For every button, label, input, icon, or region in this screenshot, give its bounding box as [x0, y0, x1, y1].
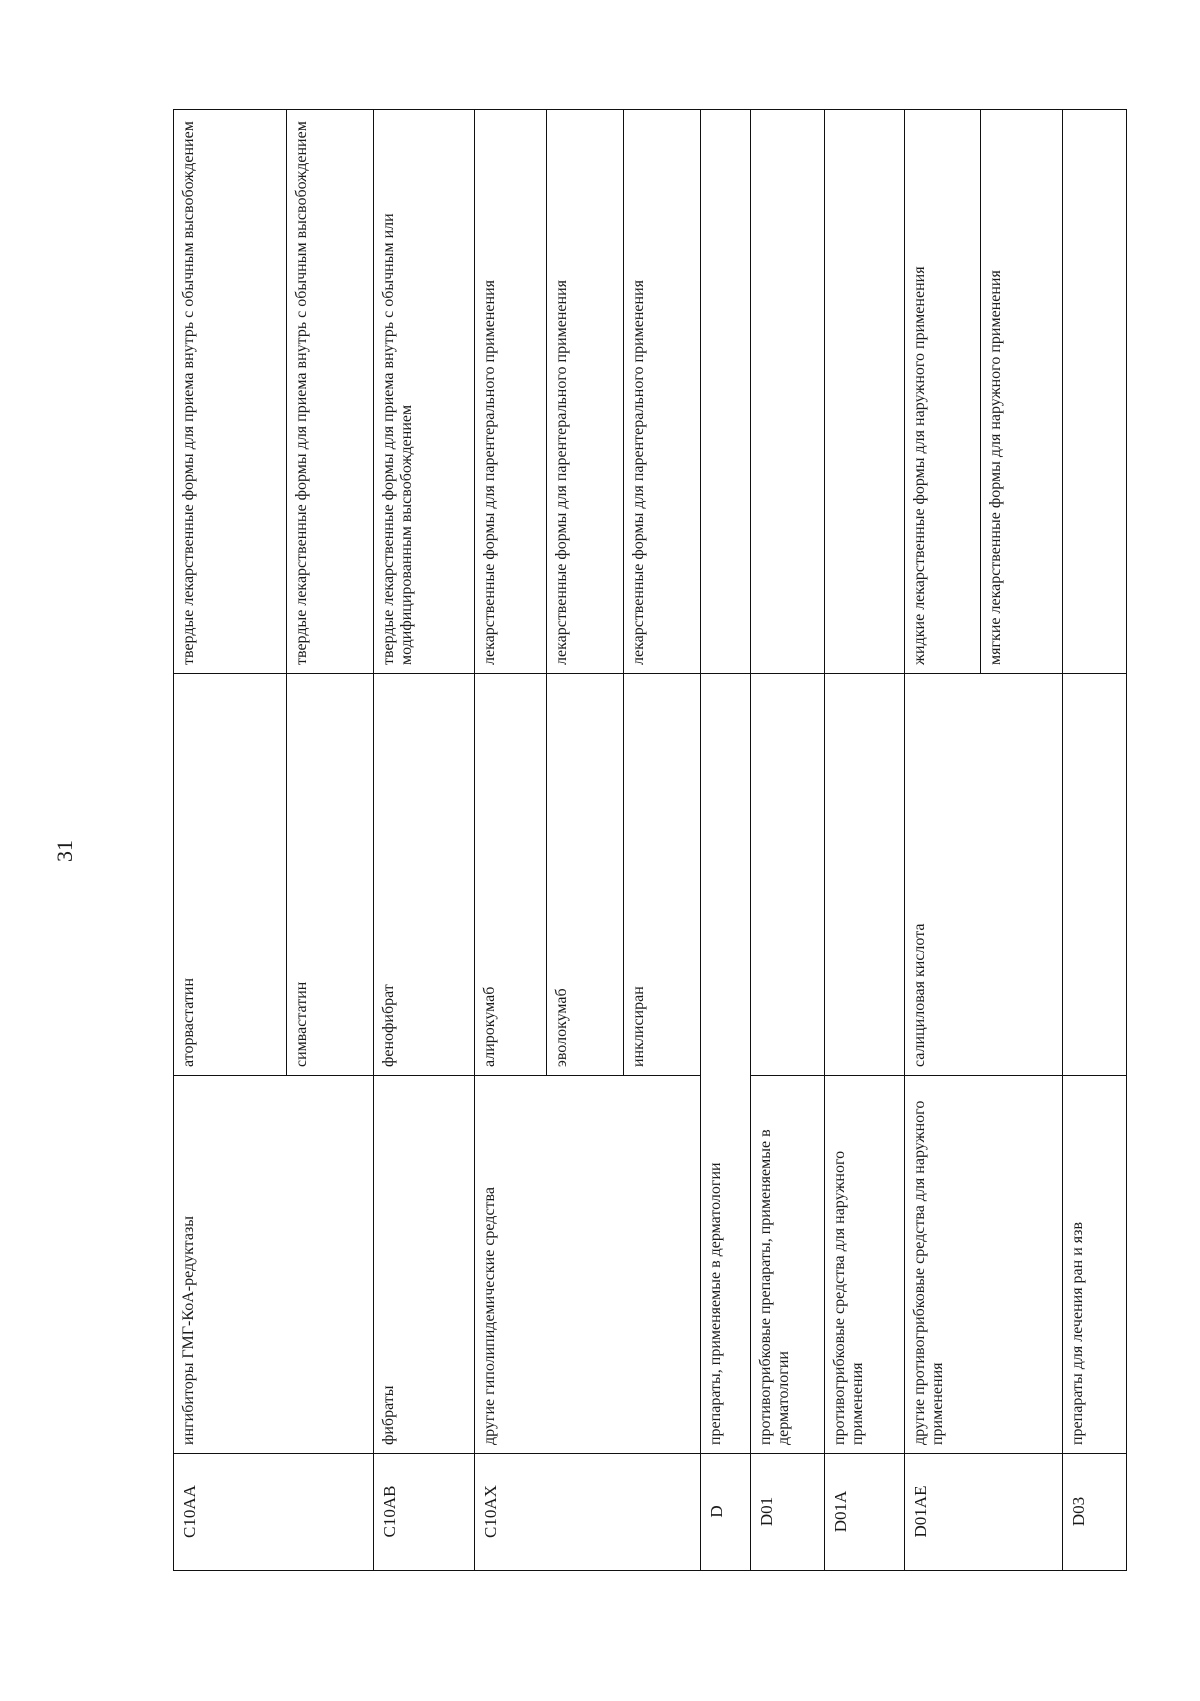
dosage-form-cell: мягкие лекарственные формы для наружного применения	[981, 110, 1063, 674]
table-row	[700, 110, 750, 1571]
dosage-form-cell	[700, 110, 750, 674]
atc-code-cell: D	[700, 1454, 750, 1571]
atc-code-cell: D03	[1063, 1454, 1127, 1571]
table-row	[373, 110, 474, 1571]
dosage-form-cell: твердые лекарственные формы для приема внутрь с обычным высвобождением	[174, 110, 287, 674]
table-row	[750, 110, 824, 1571]
dosage-form-cell	[825, 110, 905, 674]
group-cell: препараты, применяемые в дерматологии	[700, 674, 750, 1454]
drug-name-cell: фенофибрат	[373, 674, 474, 1076]
dosage-form-cell: жидкие лекарственные формы для наружного применения	[904, 110, 980, 674]
atc-code-cell: C10AX	[474, 1454, 700, 1571]
dosage-form-cell: лекарственные формы для парентерального применения	[546, 110, 624, 674]
table-row	[174, 110, 287, 1571]
table-row	[904, 110, 980, 1571]
page-number: 31	[52, 840, 77, 862]
group-cell: другие противогрибковые средства для наружного применения	[904, 1076, 1062, 1454]
drug-name-cell: аторвастатин	[174, 674, 287, 1076]
drug-name-cell: алирокумаб	[474, 674, 546, 1076]
atc-code-cell: D01AE	[904, 1454, 1062, 1571]
group-cell: фибраты	[373, 1076, 474, 1454]
group-cell: противогрибковые средства для наружного применения	[825, 1076, 905, 1454]
drug-name-cell: салициловая кислота	[904, 674, 1062, 1076]
table-row	[1063, 110, 1127, 1571]
dosage-form-cell: твердые лекарственные формы для приема внутрь с обычным высвобождением	[286, 110, 373, 674]
group-cell: другие гиполипидемические средства	[474, 1076, 700, 1454]
drug-list-table	[173, 109, 1127, 1571]
atc-code-cell: D01A	[825, 1454, 905, 1571]
drug-name-cell	[750, 674, 824, 1076]
atc-code-cell: D01	[750, 1454, 824, 1571]
atc-code-cell: C10AB	[373, 1454, 474, 1571]
dosage-form-cell: твердые лекарственные формы для приема внутрь с обычным или модифицированным высвобождением	[373, 110, 474, 674]
group-cell: ингибиторы ГМГ-КоА-редуктазы	[174, 1076, 374, 1454]
group-cell: препараты для лечения ран и язв	[1063, 1076, 1127, 1454]
dosage-form-cell	[750, 110, 824, 674]
table-row	[474, 110, 546, 1571]
table-row	[825, 110, 905, 1571]
drug-name-cell	[825, 674, 905, 1076]
atc-code-cell: C10AA	[174, 1454, 374, 1571]
dosage-form-cell: лекарственные формы для парентерального применения	[474, 110, 546, 674]
drug-name-cell	[1063, 674, 1127, 1076]
drug-name-cell: эволокумаб	[546, 674, 624, 1076]
drug-name-cell: инклисиран	[624, 674, 700, 1076]
dosage-form-cell: лекарственные формы для парентерального применения	[624, 110, 700, 674]
drug-list-table-wrapper	[173, 110, 1127, 1571]
group-cell: противогрибковые препараты, применяемые в дерматологии	[750, 1076, 824, 1454]
dosage-form-cell	[1063, 110, 1127, 674]
drug-name-cell: симвастатин	[286, 674, 373, 1076]
